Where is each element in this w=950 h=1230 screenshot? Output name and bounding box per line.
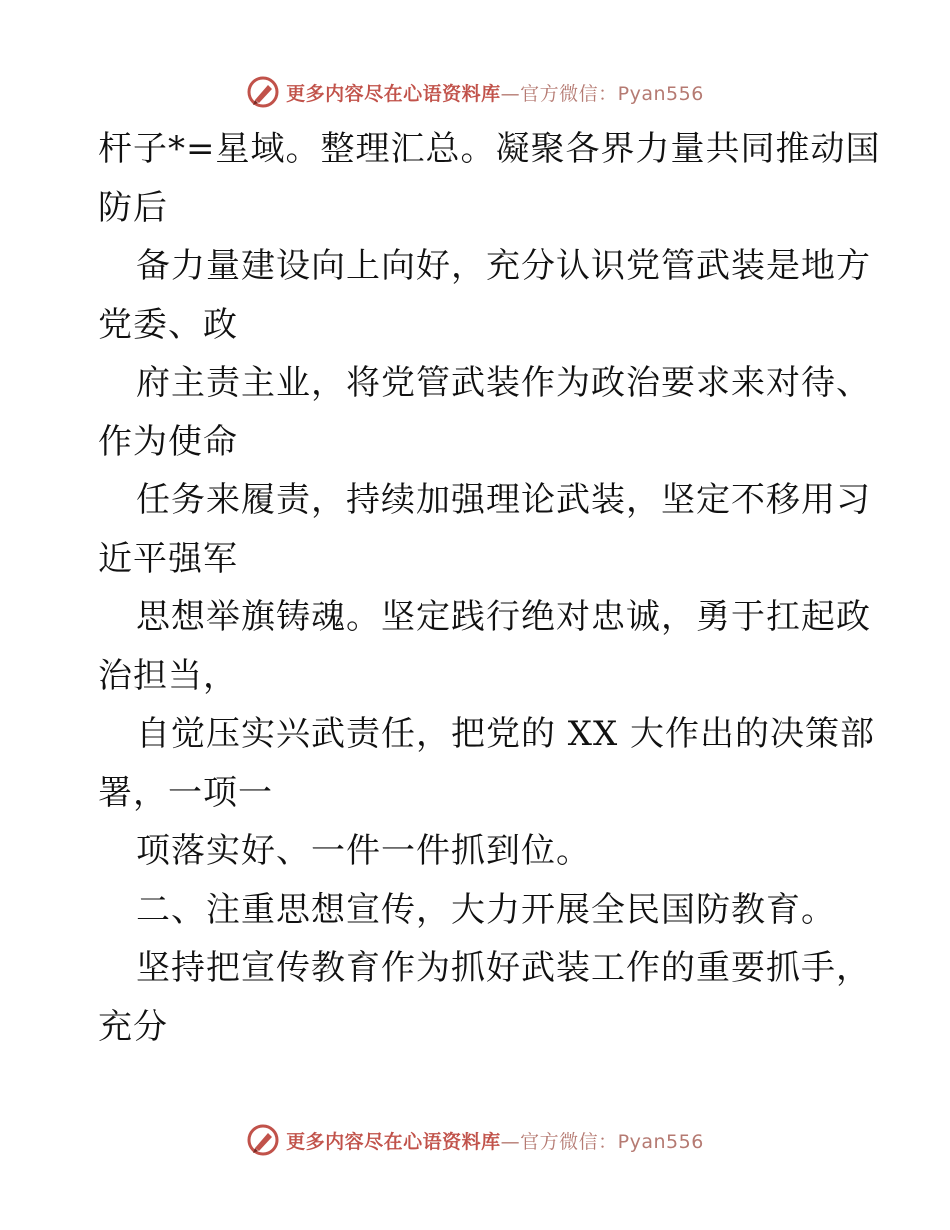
pen-logo-icon bbox=[246, 1123, 280, 1157]
text-line: 防后 bbox=[98, 187, 168, 228]
text-line: 作为使命 bbox=[98, 421, 238, 462]
text-line: 任务来履责，持续加强理论武装，坚定不移用习 bbox=[136, 480, 871, 520]
text-line: 项落实好、一件一件抓到位。 bbox=[136, 831, 591, 871]
text-line: 思想举旗铸魂。坚定践行绝对忠诚，勇于扛起政 bbox=[136, 597, 871, 637]
text-line: 二、注重思想宣传，大力开展全民国防教育。 bbox=[136, 889, 836, 930]
header-watermark bbox=[0, 72, 950, 112]
watermark-contact: 官方微信：Pyan556 bbox=[520, 1130, 704, 1153]
text-line: 府主责主业，将党管武装作为政治要求来对待、 bbox=[136, 363, 871, 403]
text-line: 杆子*=星域。整理汇总。凝聚各界力量共同推动国 bbox=[98, 129, 881, 169]
watermark-brand: 更多内容尽在心语资料库 bbox=[286, 82, 501, 105]
watermark-separator: — bbox=[500, 82, 521, 105]
watermark-separator: — bbox=[500, 1130, 521, 1153]
text-line: 党委、政 bbox=[98, 304, 238, 345]
text-line: 备力量建设向上向好，充分认识党管武装是地方 bbox=[136, 246, 871, 286]
watermark-text bbox=[286, 1127, 704, 1154]
watermark-text bbox=[286, 79, 704, 106]
text-line: 署，一项一 bbox=[98, 772, 273, 813]
text-line: 治担当， bbox=[98, 655, 238, 696]
watermark-brand: 更多内容尽在心语资料库 bbox=[286, 1130, 501, 1153]
text-line: 充分 bbox=[98, 1006, 168, 1047]
watermark-contact: 官方微信：Pyan556 bbox=[520, 82, 704, 105]
pen-logo-icon bbox=[246, 75, 280, 109]
text-line: 自觉压实兴武责任，把党的 XX 大作出的决策部 bbox=[136, 714, 876, 754]
text-line: 近平强军 bbox=[98, 538, 238, 579]
footer-watermark bbox=[0, 1120, 950, 1160]
document-body bbox=[98, 120, 881, 1056]
text-line: 坚持把宣传教育作为抓好武装工作的重要抓手， bbox=[136, 948, 871, 988]
